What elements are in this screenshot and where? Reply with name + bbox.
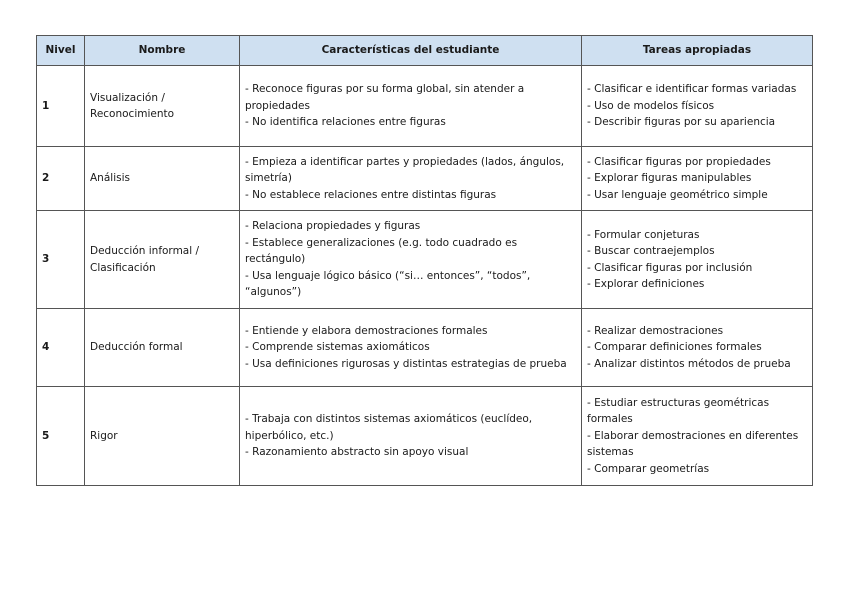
- van-hiele-levels-table: [36, 35, 813, 486]
- cell-nivel: 1: [37, 66, 85, 147]
- caracteristica-item: - No establece relaciones entre distintas figuras: [245, 188, 497, 201]
- tarea-item: - Explorar figuras manipulables: [587, 172, 752, 185]
- cell-nivel: 4: [37, 309, 85, 387]
- cell-nivel: 3: [37, 211, 85, 309]
- cell-nombre: [85, 309, 240, 387]
- caracteristica-item: - Relaciona propiedades y figuras: [245, 220, 421, 233]
- tarea-item: - Clasificar e identificar formas variadas: [587, 83, 797, 96]
- nombre-line: Reconocimiento: [90, 108, 175, 120]
- cell-caracteristicas: [240, 66, 582, 147]
- tarea-item: - Estudiar estructuras geométricas formales: [587, 396, 770, 426]
- cell-tareas: [582, 211, 813, 309]
- nombre-line: Visualización /: [90, 91, 165, 104]
- table-row: [37, 66, 813, 147]
- tarea-item: - Buscar contraejemplos: [587, 245, 715, 257]
- caracteristica-item: - No identifica relaciones entre figuras: [245, 116, 446, 129]
- table-header-row: [37, 36, 813, 66]
- header-caracteristicas: Características del estudiante: [240, 36, 582, 66]
- cell-nivel: 5: [37, 387, 85, 486]
- tarea-item: - Explorar definiciones: [587, 278, 705, 290]
- cell-tareas: [582, 387, 813, 486]
- table-row: [37, 147, 813, 211]
- cell-tareas: [582, 309, 813, 387]
- nombre-line: Deducción formal: [90, 341, 183, 354]
- caracteristica-item: - Trabaja con distintos sistemas axiomáticos (euclídeo, hiperbólico, etc.): [245, 413, 533, 442]
- tarea-item: - Uso de modelos físicos: [587, 99, 715, 112]
- caracteristica-item: - Razonamiento abstracto sin apoyo visual: [245, 446, 469, 459]
- caracteristica-item: - Usa lenguaje lógico básico (“si… entonces”, “todos”, “algunos”): [245, 269, 531, 299]
- cell-tareas: [582, 147, 813, 211]
- tarea-item: - Comparar definiciones formales: [587, 341, 762, 354]
- table-row: [37, 309, 813, 387]
- caracteristica-item: - Empieza a identificar partes y propiedades (lados, ángulos, simetría): [245, 155, 565, 185]
- tarea-item: - Realizar demostraciones: [587, 324, 724, 337]
- header-nombre: Nombre: [85, 36, 240, 66]
- tarea-item: - Elaborar demostraciones en diferentes sistemas: [587, 429, 799, 459]
- caracteristica-item: - Reconoce figuras por su forma global, sin atender a propiedades: [245, 83, 525, 112]
- cell-nombre: [85, 211, 240, 309]
- cell-nombre: [85, 66, 240, 147]
- tarea-item: - Clasificar figuras por inclusión: [587, 261, 753, 274]
- nombre-line: Clasificación: [90, 261, 156, 274]
- cell-tareas: [582, 66, 813, 147]
- cell-nombre: [85, 147, 240, 211]
- nombre-line: Rigor: [90, 429, 118, 442]
- header-tareas: Tareas apropiadas: [582, 36, 813, 66]
- cell-caracteristicas: [240, 309, 582, 387]
- tarea-item: - Usar lenguaje geométrico simple: [587, 188, 768, 201]
- table-row: [37, 211, 813, 309]
- header-nivel: Nivel: [37, 36, 85, 66]
- cell-nombre: [85, 387, 240, 486]
- nombre-line: Análisis: [90, 172, 130, 185]
- caracteristica-item: - Usa definiciones rigurosas y distintas estrategias de prueba: [245, 357, 567, 370]
- tarea-item: - Comparar geometrías: [587, 462, 710, 475]
- caracteristica-item: - Entiende y elabora demostraciones formales: [245, 324, 488, 337]
- caracteristica-item: - Comprende sistemas axiomáticos: [245, 341, 430, 354]
- tarea-item: - Describir figuras por su apariencia: [587, 116, 776, 129]
- cell-caracteristicas: [240, 147, 582, 211]
- tarea-item: - Clasificar figuras por propiedades: [587, 155, 771, 168]
- cell-nivel: 2: [37, 147, 85, 211]
- caracteristica-item: - Establece generalizaciones (e.g. todo cuadrado es rectángulo): [245, 236, 518, 266]
- cell-caracteristicas: [240, 387, 582, 486]
- table-row: [37, 387, 813, 486]
- cell-caracteristicas: [240, 211, 582, 309]
- nombre-line: Deducción informal /: [90, 245, 200, 257]
- tarea-item: - Analizar distintos métodos de prueba: [587, 357, 791, 370]
- tarea-item: - Formular conjeturas: [587, 228, 700, 241]
